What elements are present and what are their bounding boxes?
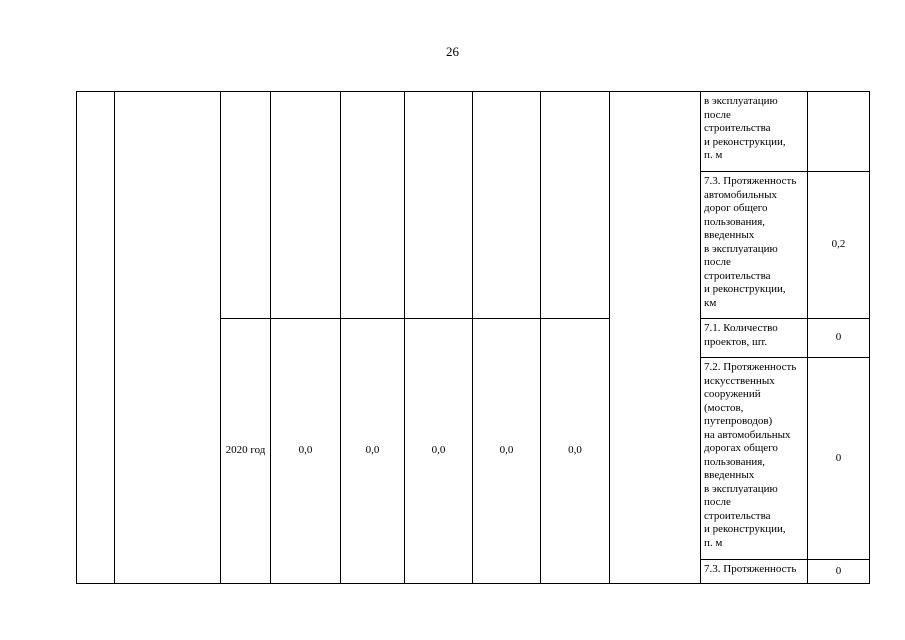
program-table [76,91,870,584]
prev-total-cell [271,92,341,319]
prev-other-cell [541,92,610,319]
prev-regional-cell [405,92,473,319]
funding-federal: 0,0 [341,319,405,584]
funding-regional: 0,0 [405,319,473,584]
indicator-cell: 7.3. Протяженность [701,560,808,584]
page-number: 26 [446,44,459,59]
prev-year-cell [221,92,271,319]
executor-cell [610,92,701,584]
table-row [77,92,870,172]
indicator-value: 0 [808,560,870,584]
indicator-value: 0,2 [808,172,870,319]
indicator-value: 0 [808,319,870,358]
prev-local-cell [473,92,541,319]
indicator-cell: в эксплуатацию после строительства и реконструкции, п. м [701,92,808,172]
funding-total: 0,0 [271,319,341,584]
indicator-cell: 7.1. Количество проектов, шт. [701,319,808,358]
indicator-value [808,92,870,172]
funding-other: 0,0 [541,319,610,584]
funding-local: 0,0 [473,319,541,584]
indicator-cell: 7.2. Протяженность искусственных сооружений (мостов, путепроводов) на автомобильных дорогах общего пользования, введенных в эксплуатацию после строительства и реконструкции, п. м [701,358,808,560]
number-cell [77,92,115,584]
year-cell: 2020 год [221,319,271,584]
indicator-value: 0 [808,358,870,560]
indicator-cell: 7.3. Протяженность автомобильных дорог общего пользования, введенных в эксплуатацию после строительства и реконструкции, км [701,172,808,319]
prev-federal-cell [341,92,405,319]
event-name-cell [115,92,221,584]
